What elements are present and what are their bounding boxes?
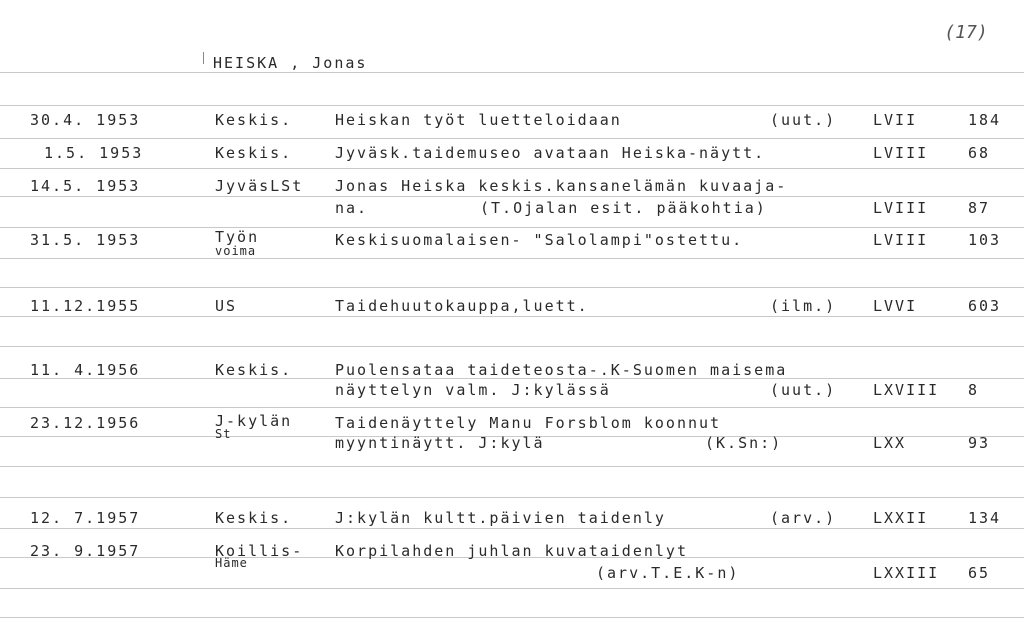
entry-text: Jyväsk.taidemuseo avataan Heiska-näytt.: [335, 144, 766, 162]
entry-text: Keskisuomalaisen- "Salolampi"ostettu.: [335, 231, 744, 249]
entry-date: 12. 7.1957: [30, 509, 141, 527]
entry-note: (uut.): [770, 381, 837, 399]
rule-line: [0, 72, 1024, 73]
rule-line: [0, 138, 1024, 139]
entry-note: (arv.): [770, 509, 837, 527]
entry-date: 23. 9.1957: [30, 542, 141, 560]
entry-date: 23.12.1956: [30, 414, 141, 432]
rule-line: [0, 528, 1024, 529]
rule-line: [0, 168, 1024, 169]
entry-text: Puolensataa taideteosta-.K-Suomen maisema: [335, 361, 788, 379]
margin-tick: [203, 52, 204, 64]
entry-text-continued: na.: [335, 199, 369, 217]
entry-source: US: [215, 297, 238, 315]
entry-volume: LVIII: [873, 199, 929, 217]
entry-source-continued: St: [215, 427, 232, 441]
entry-note: (T.Ojalan esit. pääkohtia): [480, 199, 767, 217]
entry-note: (K.Sn:): [705, 434, 783, 452]
entry-date: 11. 4.1956: [30, 361, 141, 379]
card-number: (17): [944, 21, 988, 43]
rule-line: [0, 617, 1024, 618]
rule-line: [0, 227, 1024, 228]
entry-note: (uut.): [770, 111, 837, 129]
entry-text: Jonas Heiska keskis.kansanelämän kuvaaja-: [335, 177, 788, 195]
entry-source: J-kylän: [215, 412, 293, 430]
entry-volume: LVII: [873, 111, 918, 129]
entry-page: 65: [968, 564, 991, 582]
entry-date: 14.5. 1953: [30, 177, 141, 195]
rule-line: [0, 287, 1024, 288]
entry-note: (arv.T.E.K-n): [596, 564, 740, 582]
rule-line: [0, 196, 1024, 197]
entry-page: 68: [968, 144, 991, 162]
entry-text: Taidehuutokauppa,luett.: [335, 297, 589, 315]
rule-line: [0, 316, 1024, 317]
card-header: HEISKA , Jonas: [213, 54, 368, 72]
entry-page: 603: [968, 297, 1002, 315]
entry-volume: LXXII: [873, 509, 929, 527]
entry-source-continued: voima: [215, 244, 257, 258]
rule-line: [0, 346, 1024, 347]
entry-volume: LVIII: [873, 144, 929, 162]
entry-page: 87: [968, 199, 991, 217]
entry-source: Keskis.: [215, 361, 293, 379]
entry-text: Taidenäyttely Manu Forsblom koonnut: [335, 414, 722, 432]
entry-text: J:kylän kultt.päivien taidenly: [335, 509, 666, 527]
entry-volume: LVIII: [873, 231, 929, 249]
entry-volume: LVVI: [873, 297, 918, 315]
entry-source: Keskis.: [215, 111, 293, 129]
entry-date: 30.4. 1953: [30, 111, 141, 129]
entry-note: (ilm.): [770, 297, 837, 315]
rule-line: [0, 407, 1024, 408]
entry-text-continued: näyttelyn valm. J:kylässä: [335, 381, 611, 399]
entry-source: Keskis.: [215, 144, 293, 162]
entry-page: 103: [968, 231, 1002, 249]
entry-source-continued: Häme: [215, 556, 248, 570]
entry-source: Koillis-: [215, 542, 304, 560]
rule-line: [0, 466, 1024, 467]
entry-date: 11.12.1955: [30, 297, 141, 315]
entry-page: 8: [968, 381, 980, 399]
entry-volume: LXXIII: [873, 564, 940, 582]
entry-source: Keskis.: [215, 509, 293, 527]
rule-line: [0, 105, 1024, 106]
entry-date: 31.5. 1953: [30, 231, 141, 249]
rule-line: [0, 497, 1024, 498]
entry-text-continued: myyntinäytt. J:kylä: [335, 434, 545, 452]
entry-page: 134: [968, 509, 1002, 527]
entry-source: JyväsLSt: [215, 177, 304, 195]
entry-source: Työn: [215, 228, 260, 246]
entry-volume: LXX: [873, 434, 907, 452]
entry-text: Korpilahden juhlan kuvataidenlyt: [335, 542, 688, 560]
entry-page: 93: [968, 434, 991, 452]
entry-page: 184: [968, 111, 1002, 129]
entry-volume: LXVIII: [873, 381, 940, 399]
rule-line: [0, 258, 1024, 259]
rule-line: [0, 588, 1024, 589]
entry-date: 1.5. 1953: [44, 144, 144, 162]
entry-text: Heiskan työt luetteloidaan: [335, 111, 622, 129]
